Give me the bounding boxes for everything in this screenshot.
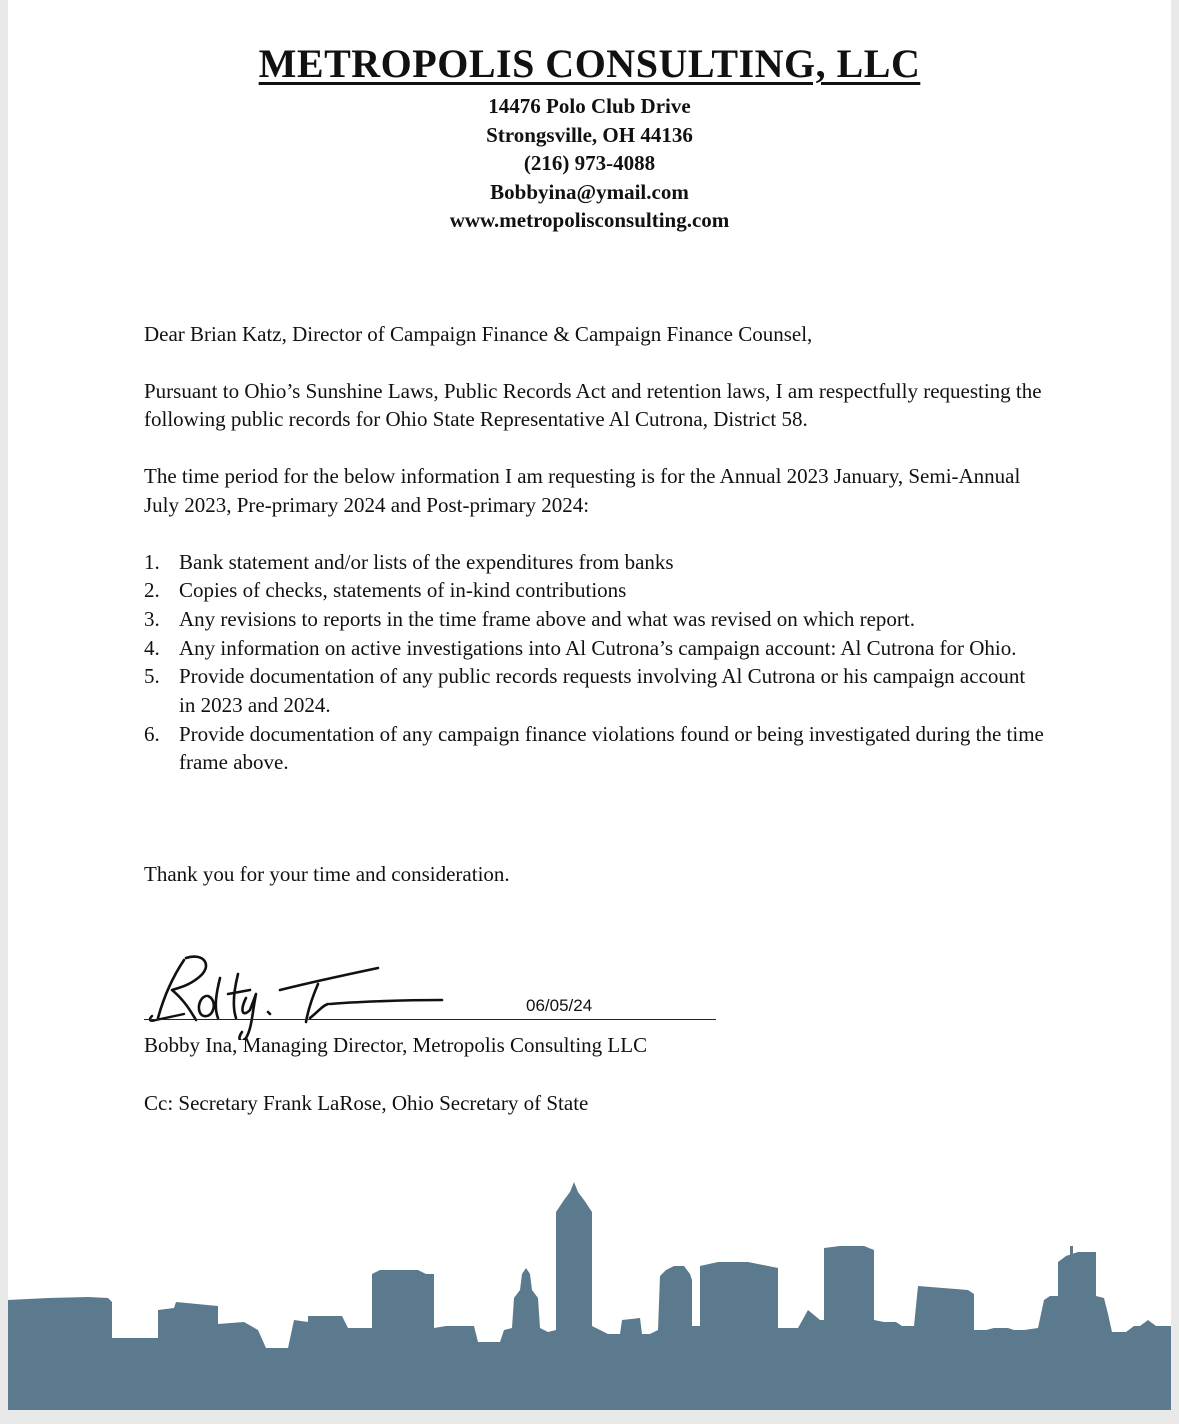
list-item [144,576,1044,605]
list-item-text: Provide documentation of any public records requests involving Al Cutrona or his campaign account in 2023 and 2024. [179,664,1026,718]
skyline-silhouette [8,1182,1171,1410]
cc-line: Cc: Secretary Frank LaRose, Ohio Secretary of State [144,1091,589,1115]
list-item-text: Provide documentation of any campaign finance violations found or being investigated during the time frame above. [179,721,1044,775]
list-number: 2. [144,578,160,603]
salutation: Dear Brian Katz, Director of Campaign Finance & Campaign Finance Counsel, [144,322,813,346]
company-name: METROPOLIS CONSULTING, LLC [258,41,921,86]
handwritten-signature [142,948,452,1040]
signature-line [144,1019,716,1020]
list-number: 6. [144,721,160,746]
list-item-text: Any information on active investigations into Al Cutrona’s campaign account: Al Cutrona for Ohio. [179,635,1017,660]
signer-name-title: Bobby Ina, Managing Director, Metropolis Consulting LLC [144,1033,648,1057]
city-skyline-graphic [8,1170,1171,1410]
website-address: www.metropolisconsulting.com [449,208,730,233]
list-item [144,548,1044,577]
list-number: 5. [144,664,160,689]
skyline-antenna [1070,1246,1073,1256]
letter-page [8,0,1171,1410]
list-item [144,662,1044,719]
email-address: Bobbyina@ymail.com [490,179,689,204]
address-city: Strongsville, OH 44136 [486,122,693,147]
list-item [144,720,1044,777]
list-item-text: Bank statement and/or lists of the expenditures from banks [179,549,674,574]
list-number: 3. [144,606,160,631]
paragraph-request-intro: Pursuant to Ohio’s Sunshine Laws, Public Records Act and retention laws, I am respectfully requesting the following public records for Ohio State Representative Al Cutrona, District 58. [144,378,1042,432]
request-list [144,548,1044,778]
closing-line: Thank you for your time and consideration. [144,862,510,886]
signature-date: 06/05/24 [526,996,593,1015]
address-street: 14476 Polo Club Drive [488,94,691,118]
list-number: 1. [144,549,160,574]
paragraph-time-period: The time period for the below information I am requesting is for the Annual 2023 January, Semi-Annual July 2023, Pre-primary 2024 and Post-primary 2024: [144,464,1021,517]
list-item [144,605,1044,634]
letter-body [144,320,1044,777]
list-number: 4. [144,635,160,660]
list-item [144,634,1044,663]
list-item-text: Copies of checks, statements of in-kind contributions [179,578,627,603]
letterhead-address-block [8,92,1171,235]
list-item-text: Any revisions to reports in the time frame above and what was revised on which report. [179,606,915,631]
phone-number: (216) 973-4088 [523,151,656,176]
